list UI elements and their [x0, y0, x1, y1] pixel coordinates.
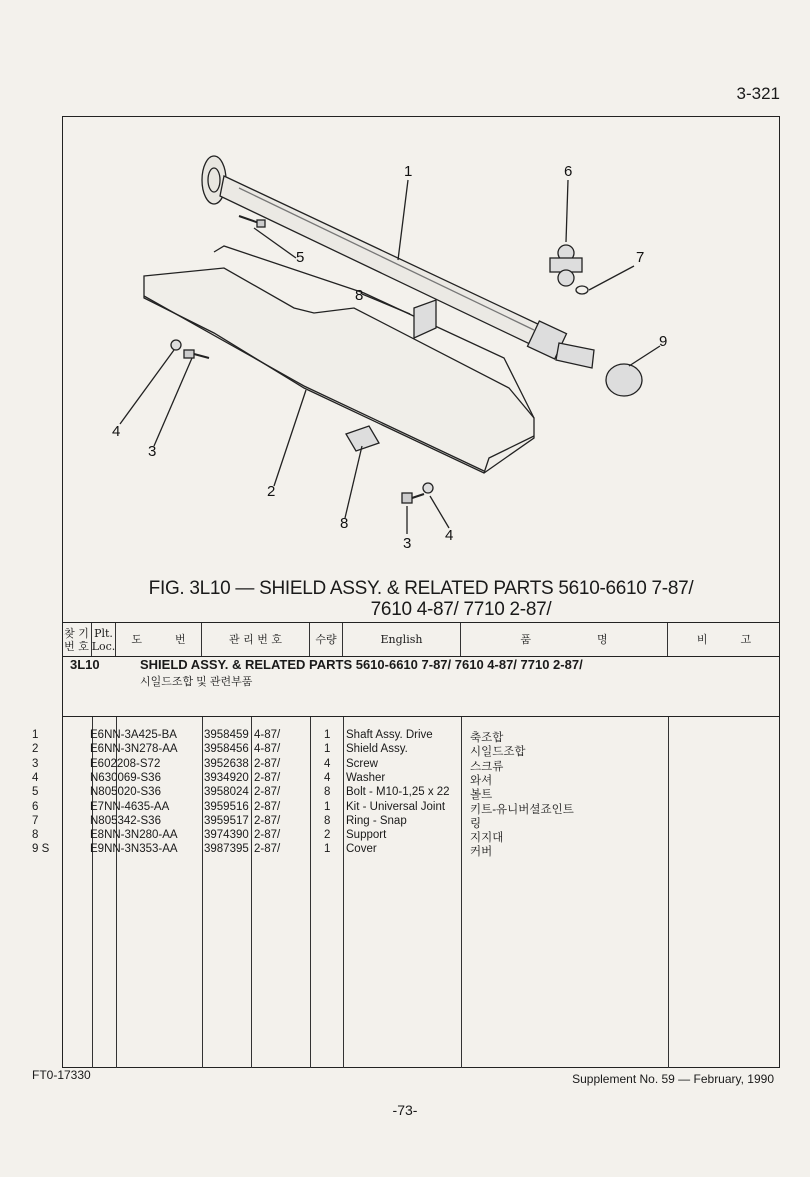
- header-plt-loc: Plt. Loc.: [92, 623, 116, 656]
- callout-2: 2: [267, 483, 276, 500]
- callout-3: 3: [148, 443, 157, 460]
- table-row: [30, 786, 748, 800]
- table-row: [30, 729, 748, 743]
- cell-ref: 2: [32, 743, 39, 756]
- callout-9: 9: [659, 333, 668, 350]
- cell-part-no: N805020-S36: [90, 786, 161, 799]
- cell-part-no: E602208-S72: [90, 757, 161, 770]
- cell-part-no: E6NN-3N278-AA: [90, 743, 178, 756]
- cell-english: Washer: [346, 771, 386, 784]
- callout-5: 5: [296, 249, 305, 266]
- cell-part-no: N630069-S36: [90, 771, 161, 784]
- cell-date: 2-87/: [254, 757, 281, 770]
- group-korean-title: 시일드조합 및 관련부품: [140, 676, 253, 688]
- cell-english: Screw: [346, 757, 378, 770]
- callout-4: 4: [112, 423, 121, 440]
- cell-part-no: E7NN-4635-AA: [90, 800, 170, 813]
- cell-qty: 8: [324, 786, 331, 799]
- cell-english: Shield Assy.: [346, 743, 408, 756]
- cell-korean: 지지대: [470, 832, 504, 845]
- page-number-bottom: -73-: [392, 1102, 418, 1118]
- header-mgmt-no: 관 리 번 호: [202, 623, 310, 656]
- cell-english: Kit - Universal Joint: [346, 800, 446, 813]
- table-row: [30, 758, 748, 772]
- cell-english: Support: [346, 829, 387, 842]
- footer-doc-code: FT0-17330: [32, 1068, 91, 1082]
- cell-korean: 와셔: [470, 774, 493, 787]
- cell-qty: 1: [324, 743, 331, 756]
- cell-date: 2-87/: [254, 843, 281, 856]
- cell-part-no: E8NN-3N280-AA: [90, 829, 178, 842]
- cell-ref: 4: [32, 771, 39, 784]
- cell-ref: 9 S: [32, 843, 50, 856]
- cell-korean: 스크류: [470, 760, 504, 773]
- cell-english: Cover: [346, 843, 377, 856]
- cell-date: 2-87/: [254, 814, 281, 827]
- cell-mgmt-no: 3974390: [204, 829, 249, 842]
- cell-date: 4-87/: [254, 729, 281, 741]
- cell-date: 4-87/: [254, 743, 281, 756]
- footer-supplement: Supplement No. 59 — February, 1990: [572, 1072, 774, 1086]
- table-row: [30, 843, 748, 857]
- callout-6: 6: [564, 163, 573, 180]
- header-part-no: 도 번: [116, 623, 202, 656]
- exploded-parts-diagram: [64, 118, 778, 618]
- cell-qty: 1: [324, 729, 331, 741]
- callout-4b: 4: [445, 527, 454, 544]
- cell-date: 2-87/: [254, 771, 281, 784]
- cell-mgmt-no: 3959516: [204, 800, 249, 813]
- group-code: 3L10: [70, 657, 100, 672]
- header-remarks: 비 고: [696, 633, 752, 646]
- cell-mgmt-no: 3958456: [204, 743, 249, 756]
- header-qty: 수량: [310, 623, 343, 656]
- cell-korean: 시일드조합: [470, 746, 526, 759]
- header-ref-no: 찾 기 번 호: [62, 623, 92, 656]
- cell-ref: 6: [32, 800, 39, 813]
- cell-korean: 볼트: [470, 789, 493, 802]
- cell-mgmt-no: 3952638: [204, 757, 249, 770]
- cell-qty: 4: [324, 757, 331, 770]
- table-row: [30, 743, 748, 757]
- cell-date: 2-87/: [254, 829, 281, 842]
- page-number-top: 3-321: [736, 84, 780, 103]
- table-header: [62, 622, 780, 657]
- cell-ref: 8: [32, 829, 39, 842]
- callout-1: 1: [404, 163, 413, 180]
- callout-3b: 3: [403, 535, 412, 552]
- table-row: [30, 801, 748, 815]
- cell-english: Bolt - M10-1,25 x 22: [346, 786, 450, 799]
- cell-part-no: E9NN-3N353-AA: [90, 843, 178, 856]
- cell-ref: 3: [32, 757, 39, 770]
- cell-qty: 4: [324, 771, 331, 784]
- cell-date: 2-87/: [254, 786, 281, 799]
- table-row: [30, 829, 748, 843]
- cell-ref: 7: [32, 814, 39, 827]
- cell-korean: 축조합: [470, 732, 504, 744]
- cell-part-no: E6NN-3A425-BA: [90, 729, 177, 741]
- cell-korean: 키트-유니버셜죠인트: [470, 803, 574, 816]
- cell-date: 2-87/: [254, 800, 281, 813]
- cell-mgmt-no: 3959517: [204, 814, 249, 827]
- cell-qty: 1: [324, 843, 331, 856]
- cell-korean: 링: [470, 817, 482, 830]
- cell-qty: 2: [324, 829, 331, 842]
- cell-qty: 1: [324, 800, 331, 813]
- header-english: English: [343, 623, 461, 656]
- cell-qty: 8: [324, 814, 331, 827]
- cell-mgmt-no: 3958024: [204, 786, 249, 799]
- table-row: [30, 815, 748, 829]
- figure-title-line2: 7610 4-87/ 7710 2-87/: [370, 599, 552, 620]
- header-korean-name: 품 명: [461, 623, 668, 656]
- cell-mgmt-no: 3958459: [204, 729, 249, 741]
- table-row: [30, 772, 748, 786]
- cell-ref: 5: [32, 786, 39, 799]
- cell-mgmt-no: 3987395: [204, 843, 249, 856]
- cell-mgmt-no: 3934920: [204, 771, 249, 784]
- cell-english: Shaft Assy. Drive: [346, 729, 433, 741]
- callout-8b: 8: [340, 515, 349, 532]
- group-title: SHIELD ASSY. & RELATED PARTS 5610-6610 7-87/ 7610 4-87/ 7710 2-87/: [140, 657, 583, 672]
- cell-english: Ring - Snap: [346, 814, 407, 827]
- callout-8: 8: [355, 287, 364, 304]
- cell-korean: 커버: [470, 846, 493, 859]
- cell-ref: 1: [32, 729, 39, 741]
- group-row: [62, 657, 780, 717]
- cell-part-no: N805342-S36: [90, 814, 161, 827]
- figure-title-line1: FIG. 3L10 — SHIELD ASSY. & RELATED PARTS 5610-6610 7-87/: [148, 578, 694, 599]
- callout-7: 7: [636, 249, 645, 266]
